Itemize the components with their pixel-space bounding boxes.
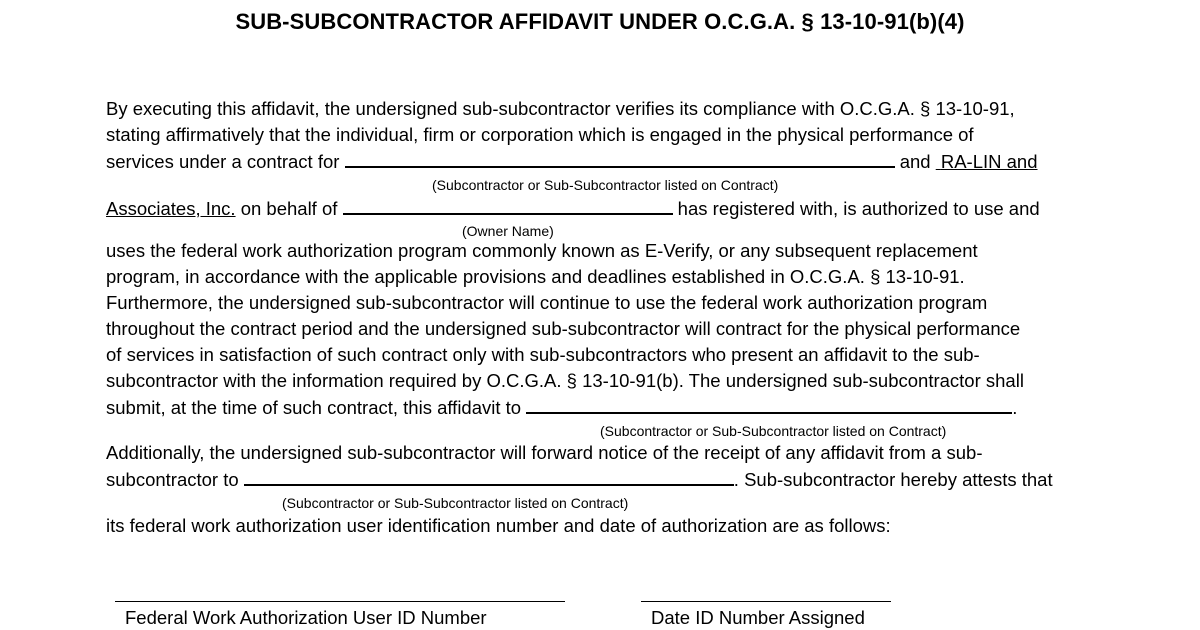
paragraph-line-5: uses the federal work authorization program commonly known as E-Verify, or any subsequent replacement <box>106 240 978 261</box>
owner-name-blank[interactable] <box>343 197 673 215</box>
paragraph-line-4 <box>106 197 1040 220</box>
user-id-label: Federal Work Authorization User ID Number <box>125 607 487 628</box>
caption-owner-name: (Owner Name) <box>462 223 554 239</box>
paragraph-line-7: Furthermore, the undersigned sub-subcontractor will continue to use the federal work authorization program <box>106 292 988 313</box>
paragraph-line-13 <box>106 468 1053 491</box>
paragraph-line-14: its federal work authorization user identification number and date of authorization are as follows: <box>106 515 891 536</box>
paragraph-line-10: subcontractor with the information required by O.C.G.A. § 13-10-91(b). The undersigned sub-subcontractor shall <box>106 370 1024 391</box>
document-title: SUB-SUBCONTRACTOR AFFIDAVIT UNDER O.C.G.A. § 13-10-91(b)(4) <box>235 9 965 34</box>
date-assigned-label: Date ID Number Assigned <box>651 607 865 628</box>
forward-to-blank[interactable] <box>244 468 734 486</box>
line-11-text-a: submit, at the time of such contract, this affidavit to <box>106 397 527 418</box>
user-id-signature-line[interactable] <box>115 601 565 602</box>
line-13-text-a: subcontractor to <box>106 469 244 490</box>
paragraph-line-6: program, in accordance with the applicable provisions and deadlines established in O.C.G.A. § 13-10-91. <box>106 266 965 287</box>
submit-to-blank[interactable] <box>526 396 1012 414</box>
contractor-name-part-1: RA-LIN and <box>940 151 1038 172</box>
paragraph-line-2: stating affirmatively that the individual, firm or corporation which is engaged in the physical performance of <box>106 124 974 145</box>
date-signature-line[interactable] <box>641 601 891 602</box>
line-3-text-a: services under a contract for <box>106 151 345 172</box>
line-13-text-b: . Sub-subcontractor hereby attests that <box>733 469 1053 490</box>
line-11-text-b: . <box>1012 397 1018 418</box>
paragraph-line-9: of services in satisfaction of such contract only with sub-subcontractors who present an affidavit to the sub- <box>106 344 980 365</box>
paragraph-line-11 <box>106 396 1017 419</box>
paragraph-line-8: throughout the contract period and the undersigned sub-subcontractor will contract for the physical performance <box>106 318 1021 339</box>
caption-forward-to: (Subcontractor or Sub-Subcontractor listed on Contract) <box>282 495 629 511</box>
paragraph-line-1: By executing this affidavit, the undersigned sub-subcontractor verifies its compliance with O.C.G.A. § 13-10-91, <box>106 98 1015 119</box>
line-3-text-b: and <box>894 151 936 172</box>
line-4-text-c: has registered with, is authorized to use and <box>672 198 1040 219</box>
caption-submit-to: (Subcontractor or Sub-Subcontractor listed on Contract) <box>600 423 947 439</box>
paragraph-line-12: Additionally, the undersigned sub-subcontractor will forward notice of the receipt of any affidavit from a sub- <box>106 442 983 463</box>
paragraph-line-3 <box>106 150 1038 173</box>
contractor-name-part-2: Associates, Inc. <box>106 198 236 219</box>
caption-contract-party: (Subcontractor or Sub-Subcontractor listed on Contract) <box>432 177 779 193</box>
line-4-text-b: on behalf of <box>235 198 343 219</box>
contract-party-blank[interactable] <box>345 150 895 168</box>
